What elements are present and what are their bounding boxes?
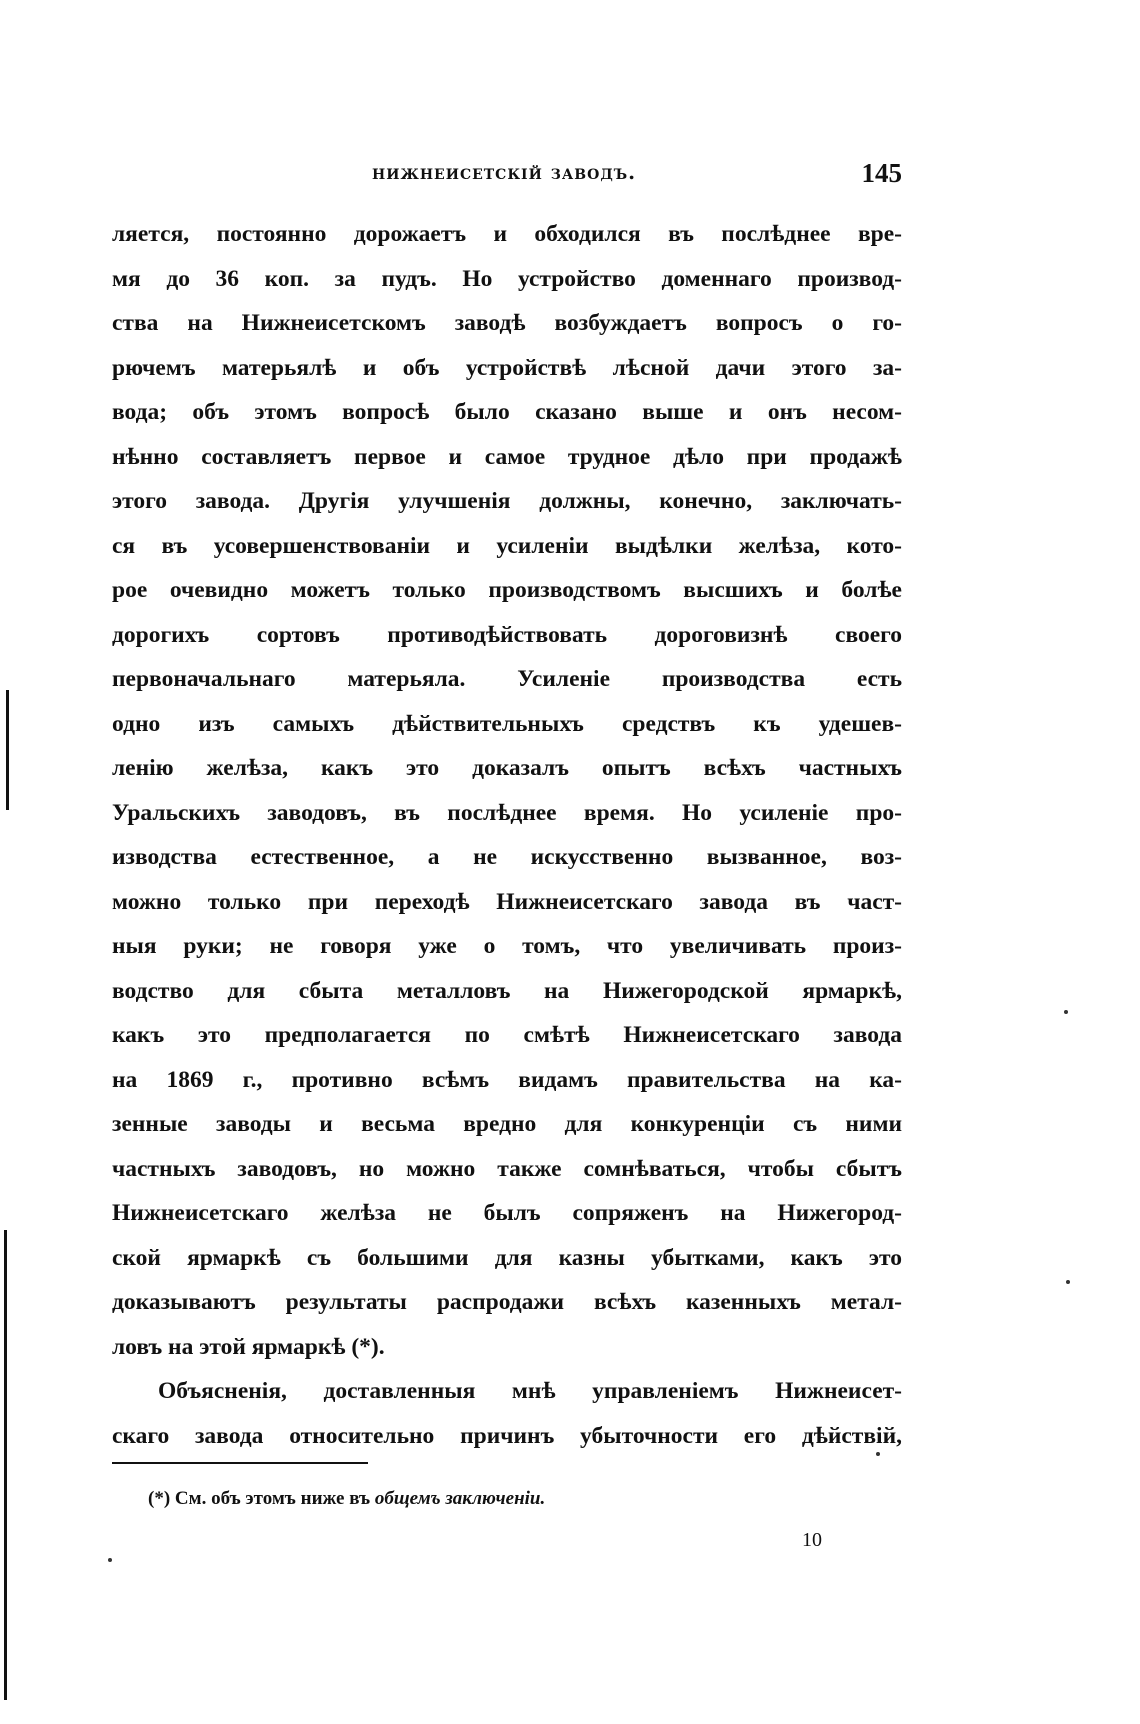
text-line: частныхъ заводовъ, но можно также сомнѣваться, чтобы сбытъ	[112, 1155, 902, 1182]
text-line: мя до 36 коп. за пудъ. Но устройство доменнаго производ-	[112, 265, 902, 292]
text-line: доказываютъ результаты распродажи всѣхъ казенныхъ метал-	[112, 1289, 902, 1315]
text-line: водство для сбыта металловъ на Нижегородской ярмаркѣ,	[112, 977, 902, 1004]
text-line: этого завода. Другія улучшенія должны, конечно, заключать-	[112, 488, 902, 514]
text-line: ства на Нижнеисетскомъ заводѣ возбуждаетъ вопросъ о го-	[112, 310, 902, 336]
text-line: ловъ на этой ярмаркѣ (*).	[112, 1333, 385, 1360]
text-line: Уральскихъ заводовъ, въ послѣднее время. Но усиленіе про-	[112, 799, 902, 826]
text-line: на 1869 г., противно всѣмъ видамъ правительства на ка-	[112, 1066, 902, 1093]
running-title: нижнеисетскій заводъ.	[372, 160, 637, 184]
page-number: 145	[861, 158, 902, 188]
text-line: дорогихъ сортовъ противодѣйствовать дороговизнѣ своего	[112, 621, 902, 648]
text-line: ныя руки; не говоря уже о томъ, что увеличивать произ-	[112, 933, 902, 959]
text-line: можно только при переходѣ Нижнеисетскаго завода въ част-	[112, 888, 902, 915]
body-text	[112, 212, 902, 1458]
text-line: какъ это предполагается по смѣтѣ Нижнеисетскаго завода	[112, 1022, 902, 1048]
text-line: первоначальнаго матерьяла. Усиленіе производства есть	[112, 666, 902, 692]
text-line: зенные заводы и весьма вредно для конкуренціи съ ними	[112, 1111, 902, 1137]
scan-gutter-edge	[6, 690, 9, 810]
footnote	[148, 1488, 545, 1510]
text-line: изводства естественное, а не искусственно вызванное, воз-	[112, 844, 902, 870]
text-line: одно изъ самыхъ дѣйствительныхъ средствъ къ удешев-	[112, 710, 902, 737]
text-line: ся въ усовершенствованіи и усиленіи выдѣлки желѣза, кото-	[112, 532, 902, 559]
text-line: Нижнеисетскаго желѣза не былъ сопряженъ на Нижегород-	[112, 1200, 902, 1226]
text-line: нѣнно составляетъ первое и самое трудное дѣло при продажѣ	[112, 443, 902, 470]
text-line: вода; объ этомъ вопросѣ было сказано выше и онъ несом-	[112, 399, 902, 425]
footnote-italic-text: общемъ заключеніи.	[374, 1488, 546, 1509]
scan-speck	[1066, 1280, 1070, 1284]
text-line: ской ярмаркѣ съ большими для казны убытками, какъ это	[112, 1244, 902, 1271]
footnote-text: См. объ этомъ ниже въ	[174, 1488, 371, 1509]
scan-speck	[108, 1558, 112, 1562]
footnote-rule	[112, 1462, 368, 1464]
text-line: рючемъ матерьялѣ и объ устройствѣ лѣсной дачи этого за-	[112, 354, 902, 381]
footnote-marker: (*)	[148, 1488, 171, 1509]
text-line: ляется, постоянно дорожаетъ и обходился въ послѣднее вре-	[112, 221, 902, 247]
text-line: ленію желѣза, какъ это доказалъ опытъ всѣхъ частныхъ	[112, 755, 902, 781]
signature-mark: 10	[802, 1529, 822, 1551]
scan-gutter-edge	[4, 1230, 7, 1700]
text-line: рое очевидно можетъ только производствомъ высшихъ и болѣе	[112, 577, 902, 603]
paragraph-start-line: Объясненія, доставленныя мнѣ управленіемъ Нижнеисет-	[158, 1378, 902, 1404]
text-line: скаго завода относительно причинъ убыточности его дѣйствій,	[112, 1422, 902, 1449]
running-head	[112, 158, 902, 198]
scan-speck	[876, 1452, 880, 1456]
scan-speck	[1064, 1010, 1068, 1014]
